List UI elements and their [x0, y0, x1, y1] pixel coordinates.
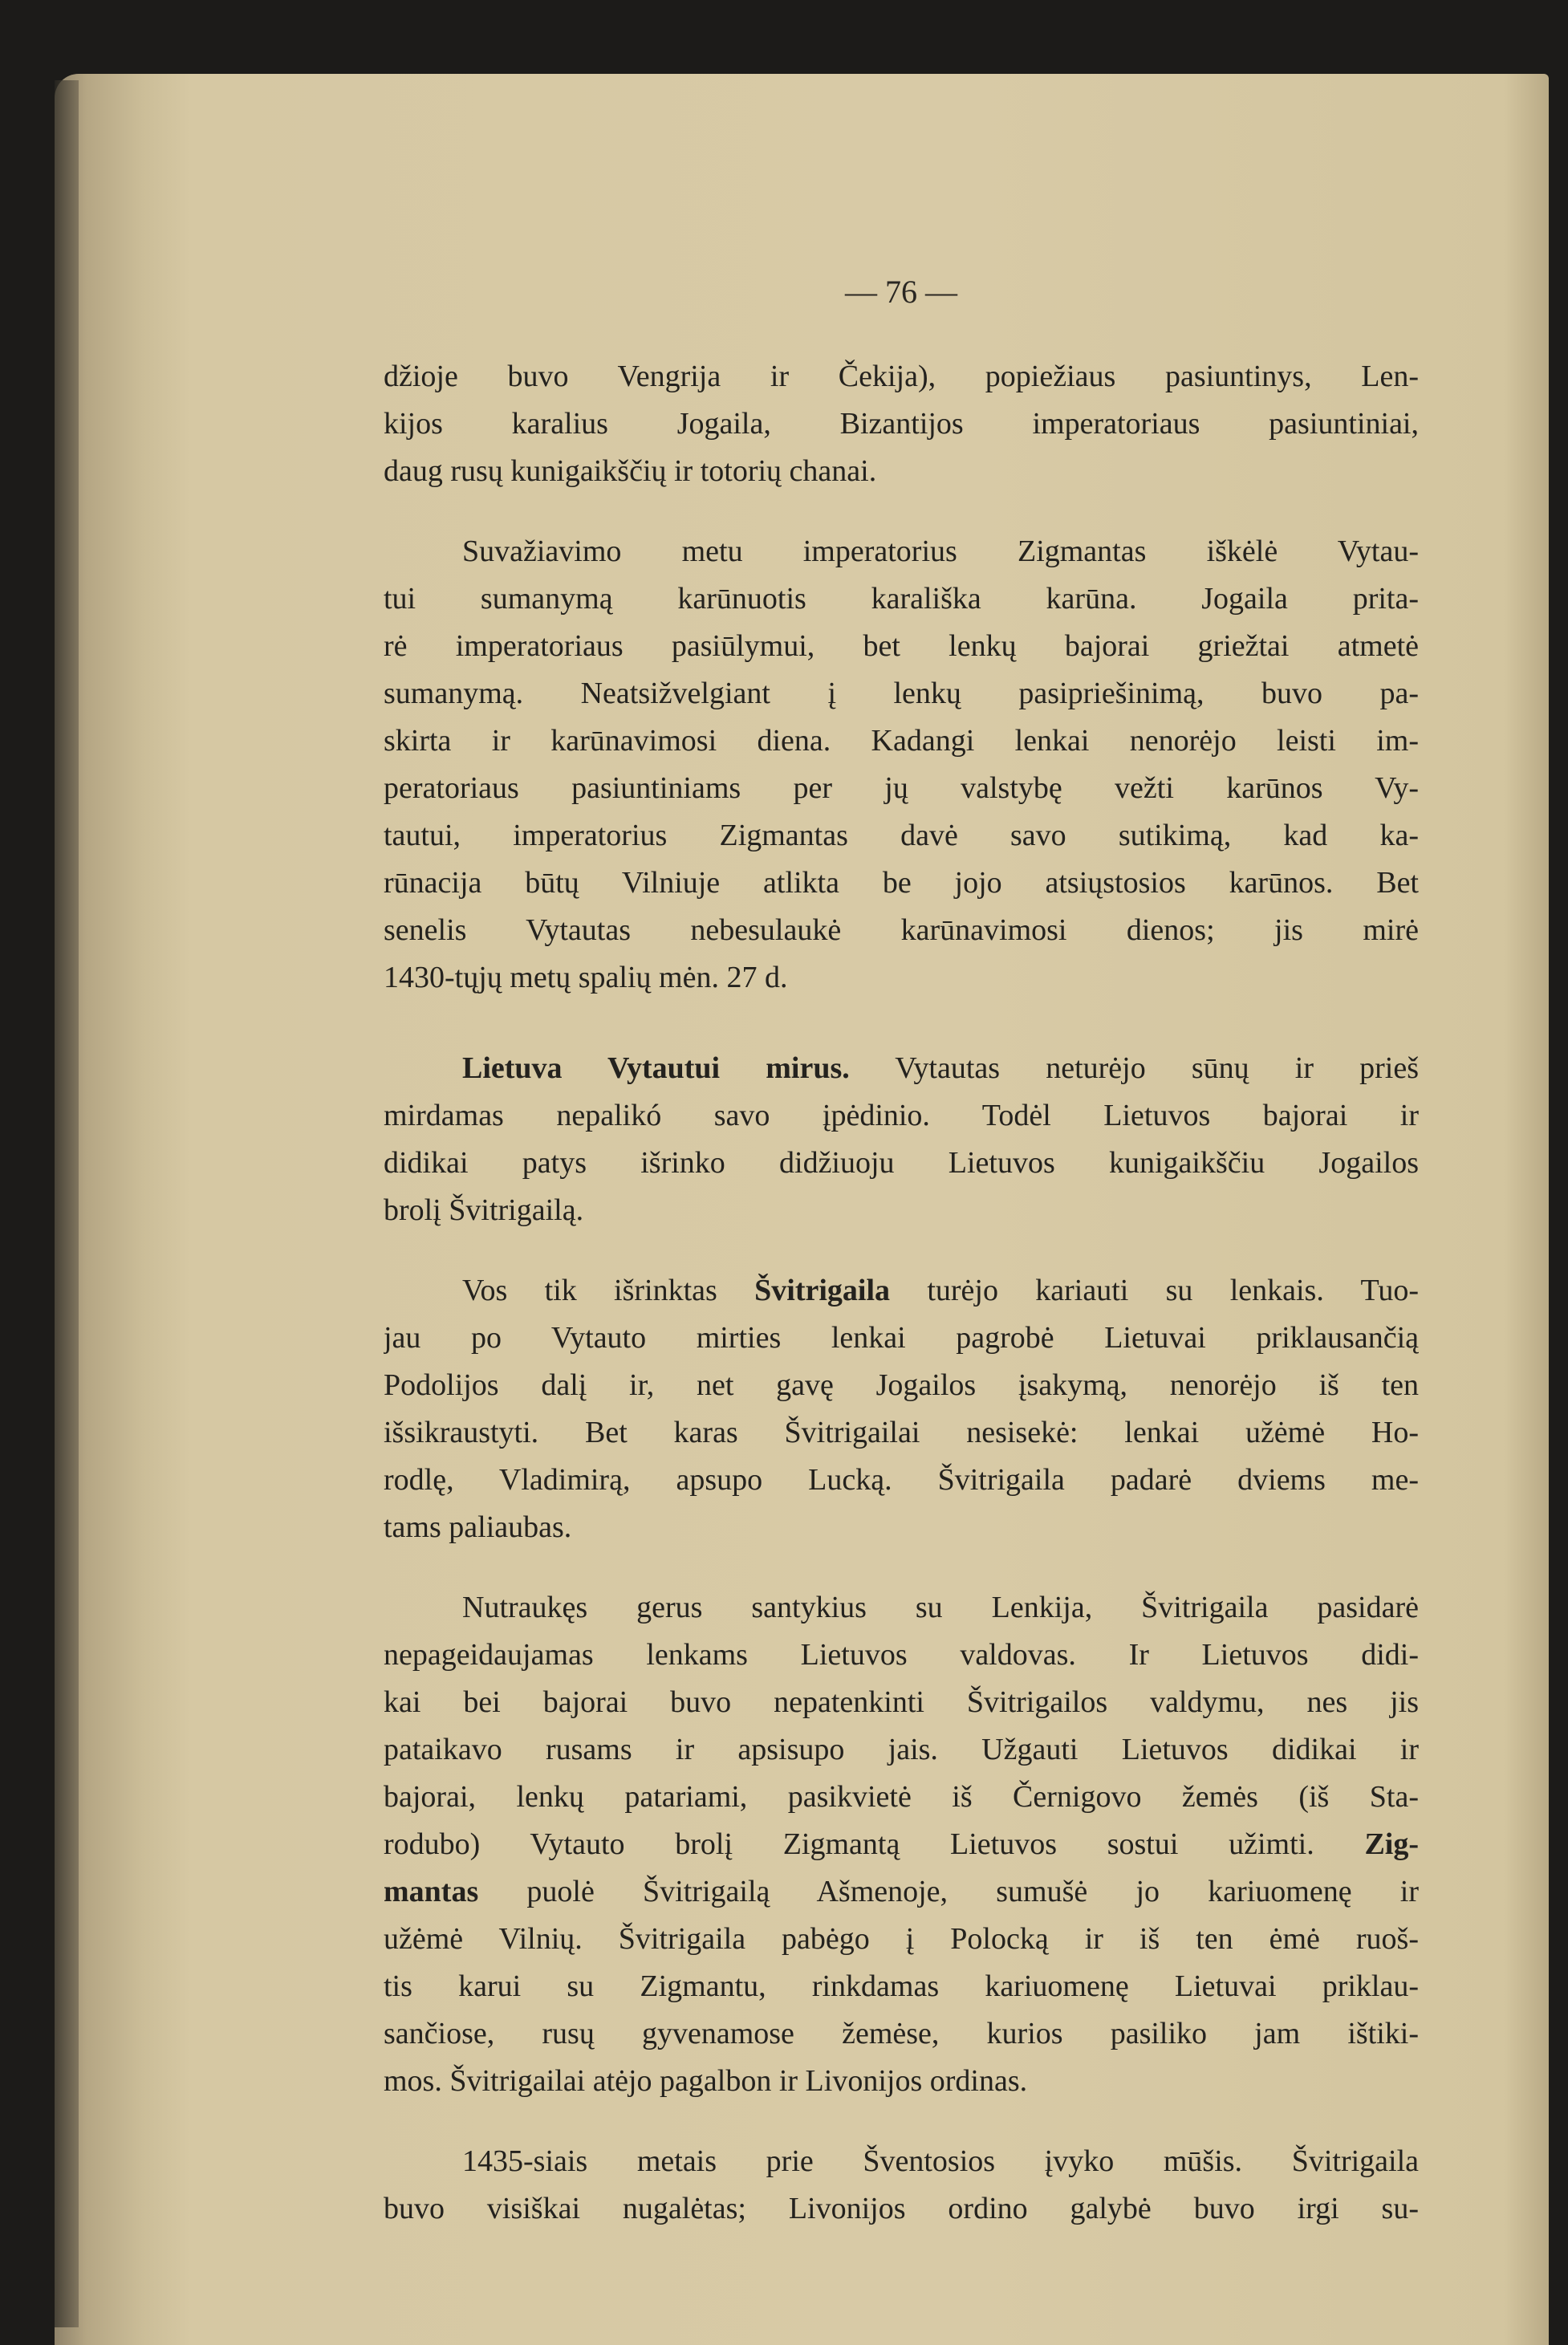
text-run: užėmė Vilnių. Švitrigaila pabėgo į Polocką ir iš ten ėmė ruoš-	[384, 1922, 1419, 1956]
bold-term: Zig-	[1364, 1827, 1419, 1861]
text-run: rė imperatoriaus pasiūlymui, bet lenkų bajorai griežtai atmetė	[384, 629, 1419, 663]
text-run: mirdamas nepalikó savo įpėdinio. Todėl Lietuvos bajorai ir	[384, 1099, 1419, 1132]
text-line	[384, 907, 1419, 954]
text-line	[384, 528, 1419, 575]
text-run: tams paliaubas.	[384, 1510, 572, 1544]
body-text	[384, 353, 1419, 2233]
text-run: Vytautas neturėjo sūnų ir prieš	[849, 1051, 1419, 1085]
paragraph	[384, 353, 1419, 495]
text-line	[384, 1092, 1419, 1140]
text-line	[384, 860, 1419, 907]
text-run: mos. Švitrigailai atėjo pagalbon ir Livonijos ordinas.	[384, 2064, 1028, 2098]
text-run: išsikraustyti. Bet karas Švitrigailai nesisekė: lenkai užėmė Ho-	[384, 1416, 1419, 1449]
bold-term: mantas	[384, 1875, 479, 1908]
text-run: kai bei bajorai buvo nepatenkinti Švitrigailos valdymu, nes jis	[384, 1685, 1419, 1719]
text-line	[384, 1409, 1419, 1457]
text-run: 1430-tųjų metų spalių mėn. 27 d.	[384, 961, 788, 994]
text-line	[384, 670, 1419, 717]
text-run: peratoriaus pasiuntiniams per jų valstybę vežti karūnos Vy-	[384, 771, 1419, 805]
text-run: skirta ir karūnavimosi diena. Kadangi lenkai nenorėjo leisti im-	[384, 724, 1419, 758]
text-line	[384, 2010, 1419, 2058]
text-line	[384, 1774, 1419, 1821]
text-line	[384, 1679, 1419, 1726]
text-line	[384, 1457, 1419, 1504]
text-run: kijos karalius Jogaila, Bizantijos imperatoriaus pasiuntiniai,	[384, 407, 1419, 441]
text-run: rūnacija būtų Vilniuje atlikta be jojo atsiųstosios karūnos. Bet	[384, 866, 1419, 900]
text-line	[384, 1140, 1419, 1187]
bold-term: Švitrigaila	[754, 1274, 891, 1307]
text-run: džioje buvo Vengrija ir Čekija), popiežiaus pasiuntinys, Len-	[384, 360, 1419, 393]
text-line	[384, 765, 1419, 812]
text-line	[384, 1045, 1419, 1092]
text-run: rodubo) Vytauto brolį Zigmantą Lietuvos sostui užimti.	[384, 1827, 1365, 1861]
text-line	[384, 400, 1419, 448]
paragraph	[384, 1584, 1419, 2105]
text-line	[384, 353, 1419, 400]
text-run: sumanymą. Neatsižvelgiant į lenkų pasipriešinimą, buvo pa-	[384, 677, 1419, 710]
text-line	[384, 448, 1419, 495]
text-run: rodlę, Vladimirą, apsupo Lucką. Švitrigaila padarė dviems me-	[384, 1463, 1419, 1497]
text-run: bajorai, lenkų patariami, pasikvietė iš Černigovo žemės (iš Sta-	[384, 1780, 1419, 1814]
paragraph	[384, 528, 1419, 1002]
text-line	[384, 1963, 1419, 2010]
text-line	[384, 1267, 1419, 1315]
text-run: tis karui su Zigmantu, rinkdamas kariuomenę Lietuvai priklau-	[384, 1969, 1419, 2003]
text-run: Vos tik išrinktas	[462, 1274, 755, 1307]
text-run: daug rusų kunigaikščių ir totorių chanai.	[384, 454, 877, 488]
text-run: Suvažiavimo metu imperatorius Zigmantas iškėlė Vytau-	[462, 534, 1419, 568]
text-run: pataikavo rusams ir apsisupo jais. Užgauti Lietuvos didikai ir	[384, 1733, 1419, 1766]
bold-term: Lietuva Vytautui mirus.	[462, 1051, 850, 1085]
text-line	[384, 1362, 1419, 1409]
text-line	[384, 623, 1419, 670]
text-run: jau po Vytauto mirties lenkai pagrobė Lietuvai priklausančią	[384, 1321, 1419, 1355]
text-line	[384, 1726, 1419, 1774]
text-line	[384, 1632, 1419, 1679]
text-run: puolė Švitrigailą Ašmenoje, sumušė jo kariuomenę ir	[478, 1875, 1419, 1908]
text-line	[384, 2138, 1419, 2185]
paragraph	[384, 2138, 1419, 2233]
text-line	[384, 954, 1419, 1002]
text-line	[384, 1584, 1419, 1632]
section-paragraph	[384, 1045, 1419, 1234]
text-line	[384, 1868, 1419, 1916]
text-run: senelis Vytautas nebesulaukė karūnavimosi dienos; jis mirė	[384, 913, 1419, 947]
text-run: sančiose, rusų gyvenamose žemėse, kurios pasiliko jam ištiki-	[384, 2017, 1419, 2050]
text-run: nepageidaujamas lenkams Lietuvos valdovas. Ir Lietuvos didi-	[384, 1638, 1419, 1672]
text-line	[384, 575, 1419, 623]
page-number: — 76 —	[845, 274, 957, 310]
text-line	[384, 1315, 1419, 1362]
text-run: buvo visiškai nugalėtas; Livonijos ordino galybė buvo irgi su-	[384, 2192, 1419, 2225]
text-line	[384, 717, 1419, 765]
paragraph	[384, 1267, 1419, 1551]
text-run: turėjo kariauti su lenkais. Tuo-	[890, 1274, 1419, 1307]
text-line	[384, 1504, 1419, 1551]
text-run: 1435-siais metais prie Šventosios įvyko mūšis. Švitrigaila	[462, 2144, 1419, 2178]
text-run: tui sumanymą karūnuotis karališka karūna. Jogaila prita-	[384, 582, 1419, 616]
text-run: didikai patys išrinko didžiuoju Lietuvos kunigaikščiu Jogailos	[384, 1146, 1419, 1180]
text-run: tautui, imperatorius Zigmantas davė savo sutikimą, kad ka-	[384, 819, 1419, 852]
text-line	[384, 1821, 1419, 1868]
text-line	[384, 812, 1419, 860]
text-line	[384, 2058, 1419, 2105]
text-run: Nutraukęs gerus santykius su Lenkija, Švitrigaila pasidarė	[462, 1591, 1419, 1624]
text-run: brolį Švitrigailą.	[384, 1193, 584, 1227]
text-line	[384, 2185, 1419, 2233]
text-line	[384, 1916, 1419, 1963]
text-line	[384, 1187, 1419, 1234]
text-run: Podolijos dalį ir, net gavę Jogailos įsakymą, nenorėjo iš ten	[384, 1368, 1419, 1402]
book-spine-shadow	[55, 80, 79, 2327]
